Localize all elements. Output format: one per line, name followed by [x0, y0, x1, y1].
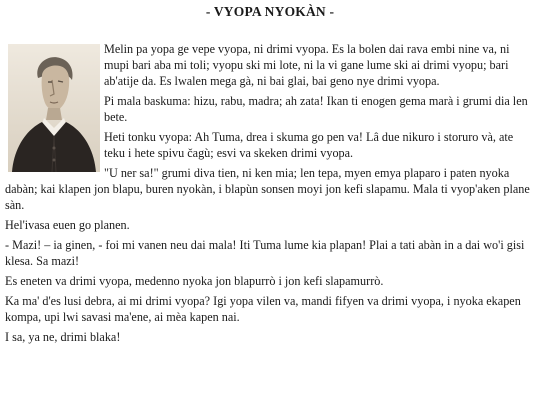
- paragraph-6: - Mazi! – ia ginen, - foi mi vanen neu dai mala! Iti Tuma lume kia plapan! Plai a tati abàn in a dai wo'i gisi klesa. Sa mazi!: [5, 238, 525, 268]
- paragraph-8: Ka ma' d'es lusi debra, ai mi drimi vyopa? Igi yopa vilen va, mandi fifyen va drimi vyopa, i nyoka ekapen kompa, upi lwi savasi ma'ene, ai mèa kapen nai.: [5, 294, 521, 324]
- paragraph-4: "U ner sa!" grumi diva tien, ni ken mia; len tepa, myen emya plaparo i paten nyoka dabàn; kai klapen jon blapu, buren nyokàn, i blapùn sonsen moyi jon kefi slapamu. Mala ti vyop'aken plane sàn.: [5, 166, 530, 212]
- paragraph-3: Heti tonku vyopa: Ah Tuma, drea i skuma go pen va! Lâ due nikuro i storuro và, ate teku i hete spivu čagù; esvi va skeken drimi vyopa.: [104, 130, 514, 160]
- portrait-spacer: [5, 41, 104, 176]
- paragraph-5: Hel'ivasa euen go planen.: [5, 218, 130, 232]
- paragraph-9: I sa, ya ne, drimi blaka!: [5, 330, 121, 344]
- article-body: [5, 41, 535, 349]
- page-title: - VYOPA NYOKÀN -: [205, 4, 335, 19]
- paragraph-1: Melin pa yopa ge vepe vyopa, ni drimi vyopa. Es la bolen dai rava embi nine va, ni mupi bari aba mi toli; vyopu ski mi lote, ni la vi gane lume ski ai drimi vyopu; bari ab'atije da. Es lwalen mega gà, ni bai glai, bai geno nye drimi vyopa.: [104, 42, 510, 88]
- paragraph-2: Pi mala baskuma: hizu, rabu, madra; ah zata! Ikan ti enogen gema marà i grumi dia len bete.: [104, 94, 528, 124]
- paragraph-7: Es eneten va drimi vyopa, medenno nyoka jon blapurrò i jon kefi slapamurrò.: [5, 274, 384, 288]
